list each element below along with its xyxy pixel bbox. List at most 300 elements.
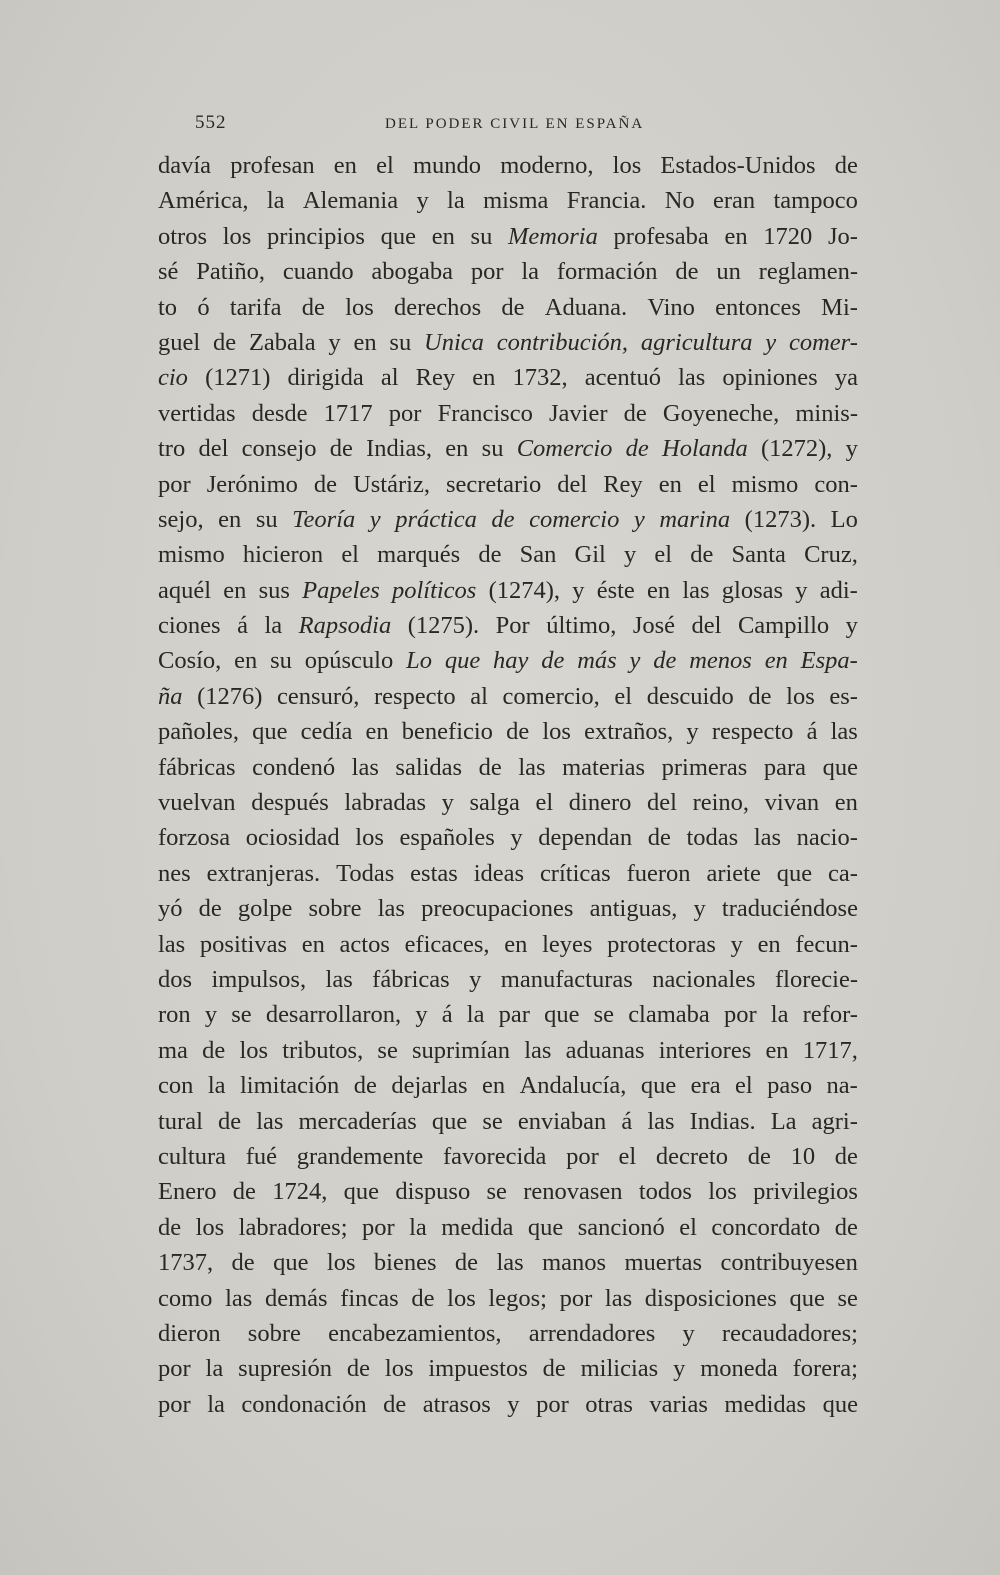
word: otras (585, 1390, 633, 1418)
word: su (470, 222, 493, 250)
word: reino, (692, 789, 750, 817)
word: éste (596, 576, 635, 604)
word: de (454, 1249, 479, 1277)
text-line (158, 1139, 858, 1174)
text-line (158, 1281, 858, 1316)
word: que (252, 718, 288, 746)
italic-word: Teoría (292, 505, 356, 533)
word: de (506, 718, 530, 746)
word: hicieron (242, 541, 324, 569)
word: dispuso (395, 1178, 471, 1206)
italic-word: Rapsodia (298, 612, 392, 640)
italic-word: políticos (391, 576, 477, 604)
word: en (724, 222, 748, 250)
word: de (231, 1249, 255, 1277)
word: de (834, 152, 858, 179)
italic-word: más (577, 647, 617, 675)
word: cultura (158, 1142, 227, 1170)
word: América, (158, 187, 249, 215)
word: Vino (647, 293, 695, 321)
word: como (158, 1284, 213, 1312)
text-line (158, 891, 858, 926)
word: los (222, 222, 252, 250)
word: cuando (282, 258, 354, 286)
italic-word: de (625, 435, 649, 463)
word: muertas (624, 1249, 703, 1277)
word: encabezamientos, (328, 1319, 502, 1347)
text-line (158, 714, 858, 749)
italic-word: de (491, 505, 515, 533)
word: na- (826, 1072, 858, 1100)
italic-word: marina (659, 505, 731, 533)
word: las (496, 1249, 524, 1277)
word: del (198, 435, 229, 463)
word: con- (814, 470, 858, 498)
word: Goyeneche, (662, 399, 780, 427)
word: sancionó (577, 1213, 665, 1241)
word: salidas (395, 753, 463, 781)
word: acentuó (584, 364, 661, 392)
word: Cosío, (158, 647, 222, 675)
word: forzosa (158, 824, 231, 852)
word: florecie- (775, 965, 858, 993)
word: interiores (658, 1036, 752, 1064)
word: decreto (655, 1142, 728, 1170)
text-line (158, 997, 858, 1032)
text-line (158, 573, 858, 608)
italic-word: contribución, (496, 328, 629, 356)
word: supresión (238, 1355, 333, 1383)
text-line (158, 785, 858, 820)
word: de (353, 1072, 377, 1100)
word: en (431, 222, 455, 250)
word: cedía (300, 718, 353, 746)
word: La (770, 1107, 797, 1135)
word: medida (441, 1213, 514, 1241)
text-line (158, 502, 858, 537)
word: misma (483, 187, 549, 215)
word: forera; (792, 1355, 858, 1383)
word: las (377, 895, 405, 923)
word: de (623, 399, 647, 427)
text-line (158, 1068, 858, 1103)
italic-word: Unica (424, 328, 484, 356)
italic-word: comer- (788, 328, 858, 356)
word: y (686, 718, 699, 746)
word: todos (638, 1178, 692, 1206)
word: por (536, 1390, 569, 1418)
word: nes (158, 859, 191, 887)
word: de (834, 1142, 858, 1170)
word: Gil (574, 541, 606, 569)
word: suprimían (412, 1036, 511, 1064)
word: golpe (237, 895, 293, 923)
word: de (834, 1213, 858, 1241)
word: por (566, 1142, 599, 1170)
word: en (333, 152, 357, 179)
word: opiniones (722, 364, 818, 392)
word: que (822, 1390, 858, 1418)
word: minis- (795, 399, 858, 427)
word: preocupaciones (421, 895, 574, 923)
word: de (411, 1284, 435, 1312)
text-line (158, 608, 858, 643)
word: la (207, 1390, 225, 1418)
word: glosas (721, 576, 784, 604)
word: dirigida (287, 364, 364, 392)
word: par (498, 1001, 530, 1029)
italic-word: y (629, 647, 641, 675)
word: por (723, 1001, 757, 1029)
text-line (158, 431, 858, 466)
word: y (469, 965, 482, 993)
word: 10 (790, 1142, 816, 1170)
word: sobre (308, 895, 362, 923)
word: agri- (811, 1107, 858, 1135)
word: desde (251, 399, 308, 427)
word: secretario (445, 470, 542, 498)
word: de (747, 1142, 771, 1170)
word: otros (158, 222, 207, 250)
text-line (158, 360, 858, 395)
italic-word: Memoria (508, 222, 598, 250)
text-line (158, 1387, 858, 1422)
word: las (351, 753, 379, 781)
word: se (593, 1001, 615, 1029)
word: los (542, 718, 571, 746)
word: davía (158, 152, 212, 179)
word: en (647, 576, 671, 604)
word: los (345, 293, 374, 321)
text-line (158, 1033, 858, 1068)
word: en (365, 718, 389, 746)
word: de (478, 753, 502, 781)
word: las (524, 1036, 552, 1064)
word: Campillo (737, 612, 830, 640)
word: todas (686, 824, 739, 852)
word: condonación (241, 1390, 367, 1418)
word: nacionales (652, 965, 756, 993)
word: grandemente (296, 1142, 424, 1170)
text-line (158, 1351, 858, 1386)
word: positivas (199, 930, 288, 958)
word: privilegios (753, 1178, 858, 1206)
text-line (158, 183, 858, 218)
word: las (256, 1107, 284, 1135)
word: y (673, 1355, 686, 1383)
word: Mi- (821, 293, 858, 321)
word: los (355, 824, 384, 852)
word: el (735, 1072, 753, 1100)
word: mercaderías (298, 1107, 417, 1135)
italic-word: Comercio (516, 435, 613, 463)
word: el (679, 1213, 697, 1241)
word: á (621, 1107, 633, 1135)
word: por (158, 1390, 191, 1418)
text-line (158, 1210, 858, 1245)
word: (1272), (760, 435, 833, 463)
word: críticas (539, 859, 611, 887)
word: del (557, 470, 588, 498)
word: el (614, 682, 633, 710)
word: respecto (711, 718, 794, 746)
word: las (678, 364, 706, 392)
word: dos (158, 965, 193, 993)
word: reglamen- (758, 258, 858, 286)
word: y (693, 895, 706, 923)
word: el (535, 789, 554, 817)
word: varias (649, 1390, 708, 1418)
italic-word: Lo (406, 647, 432, 675)
word: traduciéndose (721, 895, 858, 923)
text-line (158, 219, 858, 254)
word: y (441, 789, 454, 817)
word: sé (158, 258, 179, 286)
word: su (255, 505, 278, 533)
word: con (158, 1072, 194, 1100)
word: ma (158, 1036, 188, 1064)
word: los (239, 1036, 269, 1064)
text-line (158, 290, 858, 325)
word: la (207, 1072, 226, 1100)
word: de (198, 895, 222, 923)
word: en (834, 789, 858, 817)
word: descuido (646, 682, 734, 710)
word: ya (834, 364, 858, 392)
word: y (845, 435, 858, 463)
word: se (486, 1178, 507, 1206)
word: dejarlas (391, 1072, 468, 1100)
word: y (507, 1390, 520, 1418)
word: los (326, 1249, 356, 1277)
word: los (708, 1178, 737, 1206)
word: que (544, 1001, 580, 1029)
word: tural (158, 1107, 203, 1135)
word: que (822, 753, 858, 781)
word: Aduana. (544, 293, 628, 321)
word: que (343, 1178, 380, 1206)
word: y (510, 824, 523, 852)
text-line (158, 537, 858, 572)
word: primeras (661, 753, 748, 781)
word: sobre (247, 1319, 301, 1347)
word: el (341, 541, 359, 569)
word: nacio- (796, 824, 858, 852)
word: la (264, 612, 283, 640)
word: un (716, 258, 741, 286)
italic-word: cio (158, 364, 188, 392)
word: refor- (802, 1001, 858, 1029)
word: Alemania (302, 187, 399, 215)
body-text (158, 148, 858, 1422)
italic-word: hay (493, 647, 529, 675)
word: tributos, (282, 1036, 364, 1064)
text-line (158, 643, 858, 678)
italic-word: Papeles (302, 576, 380, 604)
word: las (325, 965, 353, 993)
word: y (845, 612, 858, 640)
word: ociosidad (245, 824, 340, 852)
text-line (158, 679, 858, 714)
word: y (795, 576, 808, 604)
word: que (273, 1249, 309, 1277)
word: de (313, 470, 338, 498)
word: No (664, 187, 695, 215)
word: ideas (473, 859, 525, 887)
word: dinero (568, 789, 632, 817)
word: la (266, 187, 285, 215)
word: por (158, 1355, 191, 1383)
word: to (158, 293, 178, 321)
word: disposiciones (644, 1284, 777, 1312)
word: vertidas (158, 399, 236, 427)
word: la (770, 1001, 789, 1029)
word: dependan (538, 824, 633, 852)
word: eran (712, 187, 756, 215)
word: en (504, 930, 528, 958)
word: sus (258, 576, 290, 604)
word: moderno, (500, 152, 594, 179)
word: Zabala (248, 328, 316, 356)
text-line (158, 856, 858, 891)
word: mismo (731, 470, 799, 498)
word: fueron (626, 859, 691, 887)
word: entonces (715, 293, 801, 321)
word: de (675, 258, 699, 286)
text-line (158, 325, 858, 360)
italic-word: Espa- (800, 647, 858, 675)
word: de (383, 1390, 407, 1418)
word: los (195, 1213, 225, 1241)
word: las (682, 576, 710, 604)
word: de (501, 293, 525, 321)
word: 1737, (158, 1249, 214, 1277)
word: impuestos (428, 1355, 528, 1383)
word: en (765, 1036, 789, 1064)
word: se (377, 1036, 398, 1064)
word: de (647, 824, 671, 852)
word: en (234, 647, 258, 675)
text-line (158, 396, 858, 431)
word: eficaces, (404, 930, 490, 958)
word: principios (266, 222, 365, 250)
word: la (521, 258, 540, 286)
word: su (481, 435, 504, 463)
word: para (763, 753, 807, 781)
word: fincas (340, 1284, 399, 1312)
word: medidas (724, 1390, 807, 1418)
word: es- (829, 682, 858, 710)
word: atrasos (422, 1390, 491, 1418)
word: y (730, 930, 743, 958)
text-line (158, 1316, 858, 1351)
word: Enero (158, 1178, 217, 1206)
word: (1275). (407, 612, 480, 640)
word: y (415, 1001, 428, 1029)
word: estas (410, 859, 458, 887)
word: en (218, 505, 242, 533)
word: las (753, 824, 782, 852)
word: consejo (241, 435, 317, 463)
word: al (470, 682, 488, 710)
word: 1717, (802, 1036, 858, 1064)
word: la (205, 1355, 224, 1383)
word: del (647, 789, 677, 817)
word: fecun- (795, 930, 858, 958)
word: por (559, 1284, 593, 1312)
word: Todas (336, 859, 395, 887)
word: José (632, 612, 676, 640)
word: aquél (158, 576, 212, 604)
word: aduanas (565, 1036, 645, 1064)
word: Lo (830, 505, 858, 533)
word: Estados-Unidos (660, 152, 816, 179)
word: las (225, 1284, 253, 1312)
word: la (447, 187, 465, 215)
word: extranjeras. (206, 859, 321, 887)
word: Cruz, (804, 541, 858, 569)
word: actos (339, 930, 390, 958)
word: último, (546, 612, 617, 640)
italic-word: Holanda (662, 435, 748, 463)
word: 1724, (272, 1178, 328, 1206)
word: concordato (711, 1213, 821, 1241)
word: de (329, 435, 353, 463)
word: (1274), (488, 576, 561, 604)
word: era (690, 1072, 721, 1100)
text-line (158, 820, 858, 855)
italic-word: agricultura (640, 328, 753, 356)
italic-word: menos (689, 647, 752, 675)
word: el (376, 152, 394, 179)
word: manos (542, 1249, 607, 1277)
word: las (518, 753, 546, 781)
word: fué (245, 1142, 278, 1170)
word: de (542, 1355, 566, 1383)
word: el (654, 541, 673, 569)
word: la (466, 1001, 485, 1029)
word: sejo, (158, 505, 204, 533)
word: enviaban (517, 1107, 607, 1135)
word: pañoles, (158, 718, 239, 746)
word: marqués (377, 541, 461, 569)
word: tro (158, 435, 186, 463)
word: después (251, 789, 329, 817)
word: favorecida (443, 1142, 547, 1170)
word: los (384, 1355, 414, 1383)
word: extraños, (584, 718, 674, 746)
word: de (232, 1178, 256, 1206)
word: censuró, (277, 682, 360, 710)
word: de (690, 541, 714, 569)
word: protectoras (607, 930, 716, 958)
word: vuelvan (158, 789, 236, 817)
word: fábricas (372, 965, 450, 993)
text-line (158, 927, 858, 962)
word: Santa (731, 541, 786, 569)
italic-word: y (765, 328, 777, 356)
italic-word: de (541, 647, 565, 675)
word: Andalucía, (519, 1072, 627, 1100)
text-line (158, 1174, 858, 1209)
word: formación (556, 258, 658, 286)
word: de (478, 541, 502, 569)
word: ó (197, 293, 210, 321)
word: que (789, 1284, 825, 1312)
word: profesaba (613, 222, 709, 250)
word: las (830, 718, 858, 746)
word: Francia. (566, 187, 647, 215)
